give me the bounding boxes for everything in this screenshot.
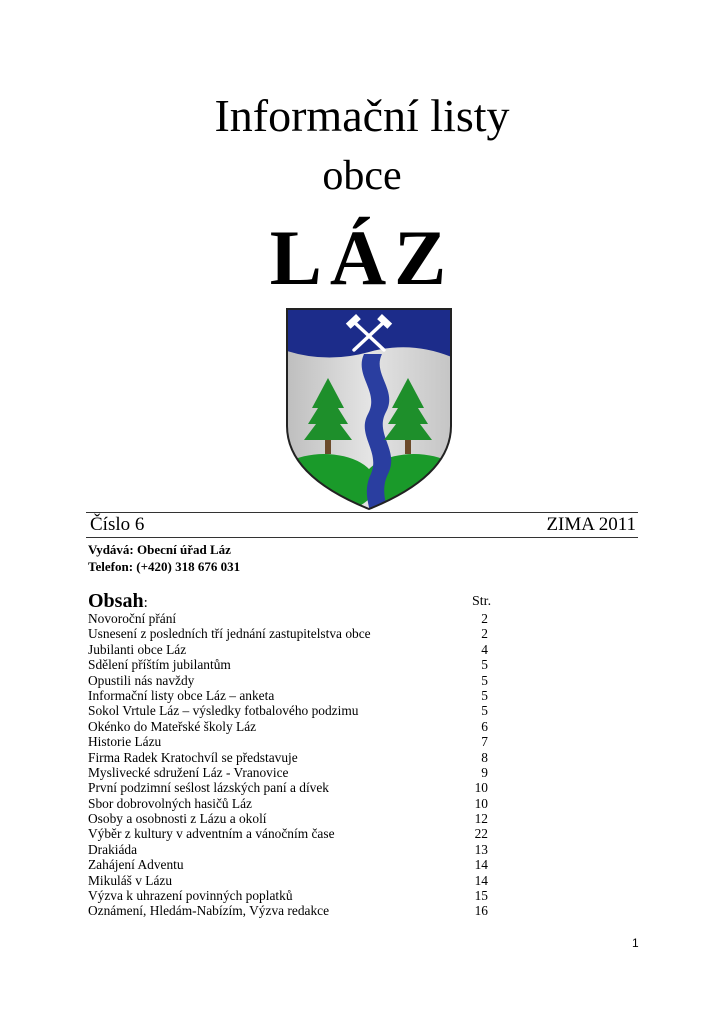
toc-item: [88, 626, 488, 641]
toc-page-label: Str.: [472, 594, 492, 609]
toc-item: [88, 765, 488, 780]
phone-line: Telefon: (+420) 318 676 031: [88, 559, 241, 574]
toc-item-title: Drakiáda: [88, 841, 138, 857]
toc-item: [88, 673, 488, 688]
toc-item-title: Sokol Vrtule Láz – výsledky fotbalového podzimu: [88, 703, 359, 719]
toc-item-page: 6: [481, 718, 488, 734]
toc-item-title: První podzimní seślost lázských paní a dívek: [88, 780, 329, 796]
toc-item-page: 9: [481, 764, 488, 780]
toc-item-title: Výběr z kultury v adventním a vánočním čase: [88, 826, 335, 842]
issue-bar: [86, 512, 638, 538]
toc-item-page: 2: [481, 611, 488, 626]
toc-item-title: Výzva k uhrazení povinných poplatků: [88, 888, 293, 904]
toc-item-title: Novoroční přání: [88, 611, 177, 626]
toc-item-title: Mikuláš v Lázu: [88, 872, 173, 888]
toc-item-title: Informační listy obce Láz – anketa: [88, 687, 275, 703]
toc-item-page: 14: [474, 872, 488, 888]
toc-item-page: 16: [474, 903, 488, 919]
toc-item-page: 5: [481, 703, 488, 719]
toc-item: [88, 796, 488, 811]
toc-item-page: 12: [474, 811, 488, 827]
toc-item-title: Oznámení, Hledám-Nabízím, Výzva redakce: [88, 903, 330, 919]
toc-item-page: 10: [474, 795, 488, 811]
toc-item-page: 15: [474, 888, 488, 904]
toc-item: [88, 642, 488, 657]
toc-item: [88, 611, 488, 626]
toc-item-page: 22: [474, 826, 488, 842]
title-line-1: Informační listy: [214, 90, 510, 141]
toc-item: [88, 811, 488, 826]
toc-item-page: 4: [481, 641, 488, 657]
table-of-contents: [88, 611, 488, 919]
title-village-name: LÁZ: [269, 214, 455, 301]
toc-item: [88, 873, 488, 888]
toc-item: [88, 826, 488, 841]
toc-item-page: 5: [481, 672, 488, 688]
toc-item: [88, 688, 488, 703]
toc-item-title: Historie Lázu: [88, 734, 162, 750]
toc-item-page: 8: [481, 749, 488, 765]
toc-item-page: 10: [474, 780, 488, 796]
toc-item-title: Usnesení z posledních tří jednání zastupitelstva obce: [88, 626, 371, 642]
page-number: 1: [632, 936, 639, 950]
toc-item-title: Zahájení Adventu: [88, 857, 184, 873]
toc-item: [88, 903, 488, 918]
issue-season: ZIMA 2011: [546, 514, 636, 535]
toc-item: [88, 703, 488, 718]
publisher-line: Vydává: Obecní úřad Láz: [88, 542, 231, 557]
toc-item: [88, 888, 488, 903]
coat-of-arms: [284, 306, 454, 512]
toc-item-title: Myslivecké sdružení Láz - Vranovice: [88, 764, 289, 780]
toc-item: [88, 857, 488, 872]
toc-item: [88, 657, 488, 672]
toc-item-page: 5: [481, 657, 488, 673]
toc-item-page: 2: [481, 626, 488, 642]
toc-item-page: 14: [474, 857, 488, 873]
toc-item-title: Opustili nás navždy: [88, 672, 195, 688]
toc-item: [88, 842, 488, 857]
toc-item-page: 7: [481, 734, 488, 750]
toc-heading-text: Obsah: [88, 590, 144, 612]
toc-item: [88, 719, 488, 734]
toc-item: [88, 750, 488, 765]
title-line-2: obce: [322, 153, 402, 199]
toc-item-page: 13: [474, 841, 488, 857]
toc-item-title: Sdělení příštím jubilantům: [88, 657, 231, 673]
toc-item-title: Jubilanti obce Láz: [88, 641, 187, 657]
issue-number: Číslo 6: [90, 514, 145, 535]
toc-heading-colon: :: [143, 595, 148, 611]
toc-item-title: Osoby a osobnosti z Lázu a okolí: [88, 811, 267, 827]
toc-item-title: Firma Radek Kratochvíl se představuje: [88, 749, 298, 765]
toc-item-page: 5: [481, 687, 488, 703]
toc-item-title: Sbor dobrovolných hasičů Láz: [88, 795, 252, 811]
toc-item-title: Okénko do Mateřské školy Láz: [88, 718, 257, 734]
toc-item: [88, 734, 488, 749]
toc-item: [88, 780, 488, 795]
